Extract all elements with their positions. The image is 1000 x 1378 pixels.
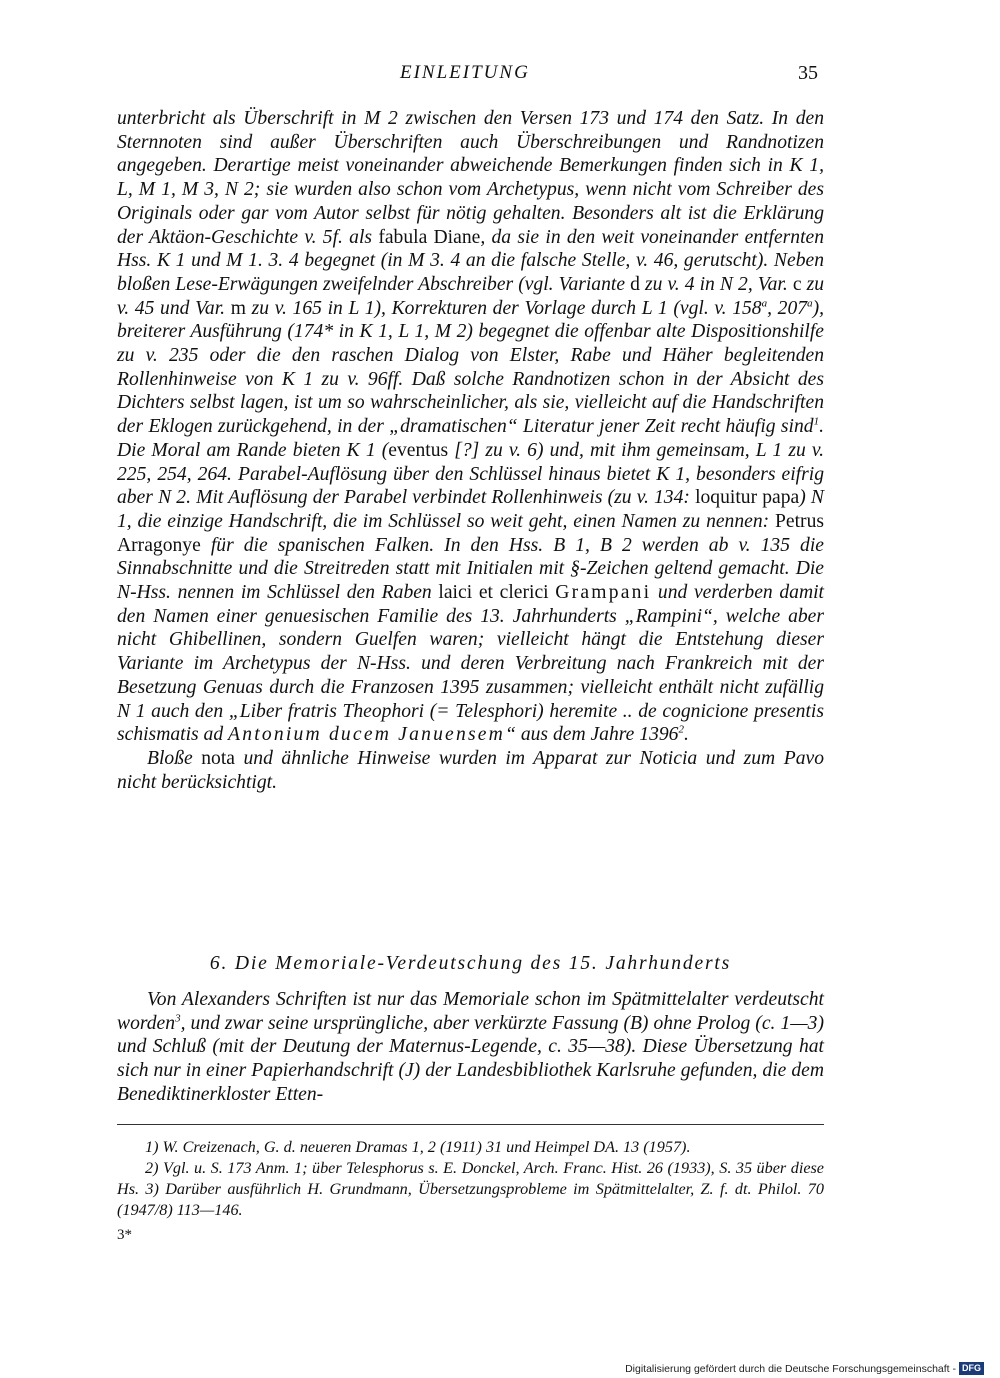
roman-text: eventus <box>388 439 449 461</box>
section-text <box>117 988 824 1107</box>
roman-text: loquitur papa <box>695 487 800 509</box>
roman-text: nota <box>201 747 235 769</box>
text-run: ), breiterer Ausführung (174* in K 1, L 1, M 2) begegnet die offenbar alte Dispositionshilfe zu v. 235 oder die den raschen Dialog von Elster, Rabe und Häher begleitenden Rollenhinweise von K 1 zu v. 96ff. Daß solche Randnotizen schon in der Absicht des Dichters selbst lagen, ist um so wahrscheinlicher, als sie, vielleicht auf die Handschriften der Eklogen zurückgehend, in der „dramatischen“ Literatur jener Zeit recht häufig sind <box>117 297 824 438</box>
text-run: Von Alexanders Schriften ist nur das Memoriale schon im Spätmittelalter verdeutscht worden <box>117 989 824 1034</box>
text-run: . <box>683 724 689 746</box>
dfg-logo: DFG <box>959 1362 984 1375</box>
text-run: und ähnliche Hinweise wurden im Apparat zur Noticia und zum Pavo nicht berücksichtigt. <box>117 747 824 793</box>
credit-text: Digitalisierung gefördert durch die Deutsche Forschungsgemeinschaft - <box>625 1362 956 1375</box>
spaced-text: Antonium ducem Januensem <box>228 724 506 746</box>
section-heading: 6. Die Memoriale-Verdeutschung des 15. Jahrhunderts <box>209 953 732 974</box>
page-header <box>0 62 1000 92</box>
digitization-credit <box>625 1362 984 1375</box>
roman-text: m <box>230 297 246 319</box>
footnote-ref: a <box>761 297 768 310</box>
text-run: , und zwar seine ursprüngliche, aber verkürzte Fassung (B) ohne Prolog (c. 1—3) und Schluß (mit der Deutung der Maternus-Legende, c. 35—38). Diese Übersetzung hat sich nur in einer Papierhandschrift (J) der Landesbibliothek Karlsruhe gefunden, die dem Benediktinerkloster Etten- <box>117 1012 824 1105</box>
text-run: , da sie in den weit voneinander entfernten Hss. K 1 und M 1. 3. 4 begegnet (in M 3. 4 an die falsche Stelle, v. 46, gerutscht). Neben bloßen Lese-Erwägungen zweifelnder Abschreiber (vgl. Variante <box>117 226 825 295</box>
signature-mark: 3* <box>117 1227 132 1243</box>
text-run: zu v. 4 in N 2, Var. <box>639 273 793 295</box>
text-run: Bloße <box>147 747 202 769</box>
footnote-1: 1) W. Creizenach, G. d. neueren Dramas 1, 2 (1911) 31 und Heimpel DA. 13 (1957). <box>145 1138 691 1156</box>
page-number: 35 <box>798 62 818 84</box>
running-title: EINLEITUNG <box>400 62 530 83</box>
footnote-ref: 3 <box>175 1012 181 1025</box>
text-run: ) N 1, die einzige Handschrift, die im Schlüssel so weit geht, einen Namen zu nennen: <box>117 487 824 532</box>
footnote-ref: 1 <box>813 415 820 428</box>
main-text <box>117 107 824 794</box>
roman-text: Petrus Arragonye <box>117 510 824 556</box>
roman-text: d <box>630 273 640 295</box>
paragraph-1 <box>117 107 824 747</box>
footnote-ref: a <box>807 297 813 310</box>
roman-text: fabula Diane <box>378 226 481 248</box>
text-run: zu v. 45 und Var. <box>117 273 825 319</box>
paragraph-2 <box>117 747 824 794</box>
text-run: zu v. 165 in L 1), Korrekturen der Vorlage durch L 1 (vgl. v. 158 <box>245 297 762 319</box>
footnote-divider <box>117 1124 824 1125</box>
paragraph-3 <box>117 988 824 1107</box>
text-run: unterbricht als Überschrift in M 2 zwischen den Versen 173 und 174 den Satz. In den Sternnoten sind außer Überschriften auch Überschreibungen und Randnotizen angegeben. Derartige meist voneinander abweichende Bemerkungen finden sich in K 1, L, M 1, M 3, N 2; sie wurden also schon vom Archetypus, wenn nicht vom Schreiber des Originals oder gar vom Autor selbst für nötig gehalten. Besonders alt ist die Erklärung der Aktäon-Geschichte v. 5f. als <box>117 108 824 248</box>
spaced-roman-text: Grampani <box>555 582 652 604</box>
text-run: . Die Moral am Rande bieten K 1 ( <box>117 416 824 461</box>
text-run: für die spanischen Falken. In den Hss. B 1, B 2 werden ab v. 135 die Sinnabschnitte und die Streitreden statt mit Initialen mit §-Zeichen geltend gemacht. Die N-Hss. nennen im Schlüssel den Raben <box>117 534 824 604</box>
footnote-2-3: 2) Vgl. u. S. 173 Anm. 1; über Telesphorus s. E. Donckel, Arch. Franc. Hist. 26 (1933), S. 35 über diese Hs. 3) Darüber ausführlich H. Grundmann, Übersetzungsprobleme im Spätmittelalter, Z. f. dt. Philol. 70 (1947/8) 113—146. <box>117 1159 824 1219</box>
text-run: “ aus dem Jahre 1396 <box>505 724 679 746</box>
roman-text: laici et clerici <box>438 582 556 604</box>
text-run: und verderben damit den Namen einer genuesischen Familie des 13. Jahrhunderts „Rampini“, welche aber nicht Ghibellinen, sondern Guelfen waren; vielleicht hängt die Entstehung dieser Variante im Archetypus der N-Hss. und deren Verbreitung nach Frankreich mit der Besetzung Genuas durch die Franzosen 1395 zusammen; vielleicht enthält nicht zufällig N 1 auch den „Liber fratris Theophori (= Telesphori) heremite .. de cognicione presentis schismatis ad <box>117 582 824 746</box>
text-run: , 207 <box>767 297 808 319</box>
footnotes <box>117 1137 824 1221</box>
text-run: [?] zu v. 6) und, mit ihm gemeinsam, L 1 zu v. 225, 254, 264. Parabel-Auflösung über den Schlüssel hinaus bietet K 1, besonders eifrig aber N 2. Mit Auflösung der Parabel verbindet Rollenhinweis (zu v. 134: <box>117 439 824 509</box>
footnote-ref: 2 <box>678 723 684 736</box>
roman-text: c <box>792 273 802 295</box>
